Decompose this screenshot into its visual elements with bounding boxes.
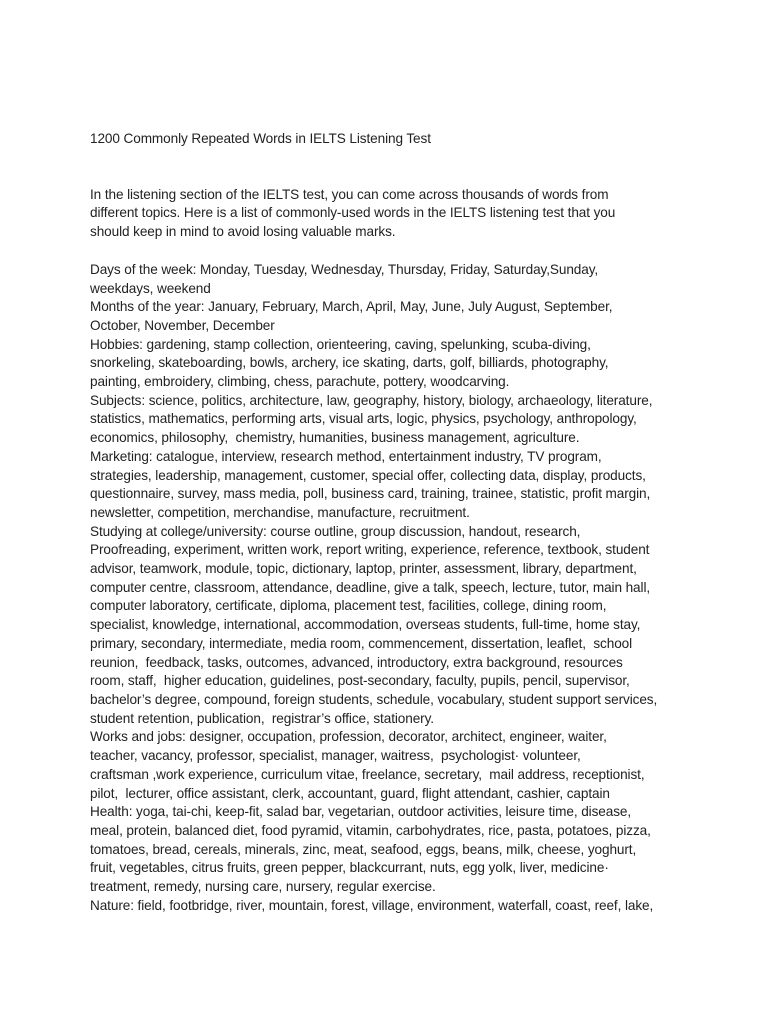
topic-line: Proofreading, experiment, written work, report writing, experience, reference, textbook, student	[90, 542, 650, 558]
topic-line: painting, embroidery, climbing, chess, parachute, pottery, woodcarving.	[90, 374, 510, 390]
topic-line: economics, philosophy, chemistry, humanities, business management, agriculture.	[90, 430, 580, 446]
topic-line: meal, protein, balanced diet, food pyramid, vitamin, carbohydrates, rice, pasta, potatoes, pizza,	[90, 822, 651, 838]
topic-line: strategies, leadership, management, customer, special offer, collecting data, display, products,	[90, 467, 646, 483]
topic-line: Works and jobs: designer, occupation, profession, decorator, architect, engineer, waiter,	[90, 729, 607, 745]
topic-months-of-year	[90, 298, 682, 335]
topic-health	[90, 803, 682, 897]
topic-line: craftsman ,work experience, curriculum vitae, freelance, secretary, mail address, receptionist,	[90, 766, 645, 782]
topic-line: teacher, vacancy, professor, specialist, manager, waitress, psychologist· volunteer,	[90, 748, 581, 764]
topic-line: pilot, lecturer, office assistant, clerk, accountant, guard, flight attendant, cashier, captain	[90, 785, 610, 801]
topic-line: primary, secondary, intermediate, media room, commencement, dissertation, leaflet, school	[90, 635, 633, 651]
document-title: 1200 Commonly Repeated Words in IELTS Listening Test	[90, 131, 431, 146]
topic-line: treatment, remedy, nursing care, nursery, regular exercise.	[90, 879, 436, 895]
topic-line: Nature: field, footbridge, river, mountain, forest, village, environment, waterfall, coast, reef, lake,	[90, 897, 654, 913]
intro-line: In the listening section of the IELTS test, you can come across thousands of words from	[90, 186, 609, 202]
topic-line: specialist, knowledge, international, accommodation, overseas students, full-time, home stay,	[90, 617, 641, 633]
topic-line: weekdays, weekend	[90, 280, 211, 296]
topic-line: newsletter, competition, merchandise, manufacture, recruitment.	[90, 504, 470, 520]
topic-line: fruit, vegetables, citrus fruits, green pepper, blackcurrant, nuts, egg yolk, liver, medicine·	[90, 860, 609, 876]
topic-line: computer laboratory, certificate, diploma, placement test, facilities, college, dining room,	[90, 598, 607, 614]
topic-line: Health: yoga, tai-chi, keep-fit, salad bar, vegetarian, outdoor activities, leisure time, disease,	[90, 804, 632, 820]
topic-line: tomatoes, bread, cereals, minerals, zinc, meat, seafood, eggs, beans, milk, cheese, yoghurt,	[90, 841, 637, 857]
intro-line: should keep in mind to avoid losing valuable marks.	[90, 224, 396, 240]
topic-line: computer centre, classroom, attendance, deadline, give a talk, speech, lecture, tutor, main hall,	[90, 579, 651, 595]
intro-paragraph	[90, 186, 682, 242]
topic-line: Days of the week: Monday, Tuesday, Wednesday, Thursday, Friday, Saturday,Sunday,	[90, 261, 599, 277]
topic-line: October, November, December	[90, 317, 275, 333]
topic-line: questionnaire, survey, mass media, poll, business card, training, trainee, statistic, profit margin,	[90, 486, 651, 502]
topic-subjects	[90, 392, 682, 448]
topic-line: Studying at college/university: course outline, group discussion, handout, research,	[90, 523, 581, 539]
topic-line: Subjects: science, politics, architecture, law, geography, history, biology, archaeology, literature,	[90, 392, 653, 408]
topic-works-and-jobs	[90, 728, 682, 803]
topic-days-of-week	[90, 261, 682, 298]
topic-nature	[90, 897, 682, 916]
document-body	[90, 130, 682, 915]
topic-line: snorkeling, skateboarding, bowls, archery, ice skating, darts, golf, billiards, photography,	[90, 355, 609, 371]
topic-line: room, staff, higher education, guidelines, post-secondary, faculty, pupils, pencil, supervisor,	[90, 673, 630, 689]
topic-line: reunion, feedback, tasks, outcomes, advanced, introductory, extra background, resources	[90, 654, 623, 670]
topic-line: Months of the year: January, February, March, April, May, June, July August, September,	[90, 299, 613, 315]
intro-line: different topics. Here is a list of commonly-used words in the IELTS listening test that you	[90, 205, 616, 221]
topic-hobbies	[90, 336, 682, 392]
topic-studying	[90, 523, 682, 729]
topic-line: advisor, teamwork, module, topic, dictionary, laptop, printer, assessment, library, department,	[90, 561, 637, 577]
topic-marketing	[90, 448, 682, 523]
topic-line: statistics, mathematics, performing arts, visual arts, logic, physics, psychology, anthropology,	[90, 411, 637, 427]
topic-line: Hobbies: gardening, stamp collection, orienteering, caving, spelunking, scuba-diving,	[90, 336, 591, 352]
topic-line: student retention, publication, registrar’s office, stationery.	[90, 710, 434, 726]
topic-line: bachelor’s degree, compound, foreign students, schedule, vocabulary, student support services,	[90, 691, 658, 707]
topic-line: Marketing: catalogue, interview, research method, entertainment industry, TV program,	[90, 448, 602, 464]
